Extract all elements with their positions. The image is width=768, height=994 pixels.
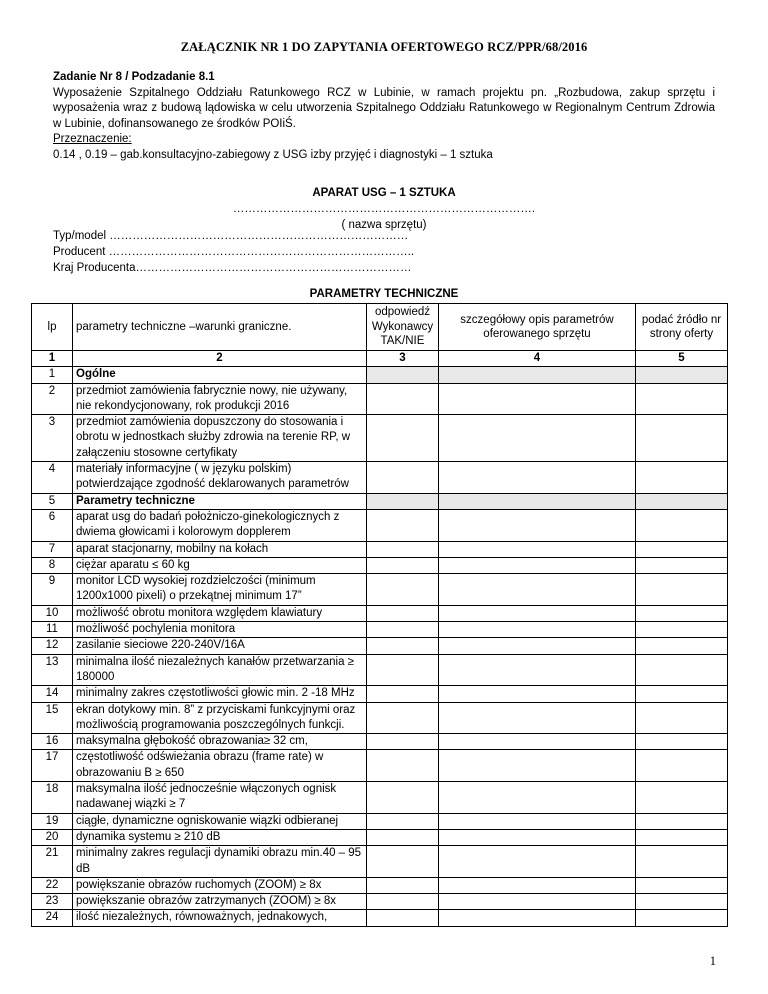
description-cell[interactable] xyxy=(439,509,636,541)
row-number: 2 xyxy=(32,383,73,415)
header-lp: lp xyxy=(32,304,73,351)
source-cell[interactable] xyxy=(636,383,728,415)
parameter-text: możliwość pochylenia monitora xyxy=(73,622,367,638)
row-number: 22 xyxy=(32,877,73,893)
source-cell[interactable] xyxy=(636,894,728,910)
source-cell[interactable] xyxy=(636,654,728,686)
description-cell[interactable] xyxy=(439,462,636,494)
row-number: 7 xyxy=(32,541,73,557)
type-model-field: Typ/model …………………………………………………………………… xyxy=(53,230,409,242)
description-cell[interactable] xyxy=(439,638,636,654)
description-cell xyxy=(439,367,636,383)
parameter-text: przedmiot zamówienia dopuszczony do stosowania i obrotu w jednostkach służby zdrowia na terenie RP, w załączeniu stosowne certyfikaty xyxy=(73,415,367,462)
parameter-text: minimalny zakres częstotliwości głowic min. 2 -18 MHz xyxy=(73,686,367,702)
description-cell[interactable] xyxy=(439,654,636,686)
source-cell[interactable] xyxy=(636,415,728,462)
row-number: 15 xyxy=(32,702,73,734)
source-cell[interactable] xyxy=(636,734,728,750)
table-row xyxy=(32,734,728,750)
table-row xyxy=(32,605,728,621)
task-label: Zadanie Nr 8 / Podzadanie 8.1 xyxy=(53,71,215,83)
description-cell[interactable] xyxy=(439,541,636,557)
table-header-row xyxy=(32,304,728,351)
description-cell[interactable] xyxy=(439,686,636,702)
table-row xyxy=(32,509,728,541)
parameter-text: minimalny zakres regulacji dynamiki obrazu min.40 – 95 dB xyxy=(73,846,367,878)
device-fields xyxy=(53,228,414,276)
task-description: Wyposażenie Szpitalnego Oddziału Ratunkowego RCZ w Lubinie, w ramach projektu pn. „Rozbudowa, zakup sprzętu i wyposażenia wraz z budową lądowiska w celu utworzenia Szpitalnego Oddziału Ratunkowego w Regionalnym Centrum Zdrowia w Lubinie, dofinansowanego ze środków POIiŚ. xyxy=(53,86,715,130)
parameter-text: monitor LCD wysokiej rozdzielczości (minimum 1200x1000 pixeli) o przekątnej minimum 17” xyxy=(73,574,367,606)
row-number: 1 xyxy=(32,367,73,383)
source-cell[interactable] xyxy=(636,877,728,893)
answer-cell[interactable] xyxy=(367,813,439,829)
header-answer: odpowiedź Wykonawcy TAK/NIE xyxy=(367,304,439,351)
source-cell[interactable] xyxy=(636,557,728,573)
answer-cell[interactable] xyxy=(367,734,439,750)
description-cell[interactable] xyxy=(439,750,636,782)
table-row xyxy=(32,910,728,926)
table-row xyxy=(32,813,728,829)
answer-cell[interactable] xyxy=(367,462,439,494)
answer-cell[interactable] xyxy=(367,782,439,814)
device-name-hint: ( nazwa sprzętu) xyxy=(341,219,427,231)
purpose-label: Przeznaczenie: xyxy=(53,133,132,145)
table-row xyxy=(32,686,728,702)
row-number: 17 xyxy=(32,750,73,782)
parameters-table xyxy=(31,303,728,927)
header-source: podać źródło nr strony oferty xyxy=(636,304,728,351)
source-cell[interactable] xyxy=(636,462,728,494)
params-title: PARAMETRY TECHNICZNE xyxy=(309,288,459,300)
row-number: 6 xyxy=(32,509,73,541)
device-title: APARAT USG – 1 SZTUKA xyxy=(312,187,456,199)
table-row xyxy=(32,846,728,878)
parameter-text: maksymalna ilość jednocześnie włączonych ognisk nadawanej wiązki ≥ 7 xyxy=(73,782,367,814)
description-cell[interactable] xyxy=(439,894,636,910)
row-number: 12 xyxy=(32,638,73,654)
table-row xyxy=(32,894,728,910)
answer-cell[interactable] xyxy=(367,509,439,541)
producer-field: Producent …………………………………………………………………….. xyxy=(53,246,415,258)
table-row xyxy=(32,622,728,638)
answer-cell xyxy=(367,493,439,509)
parameter-text: dynamika systemu ≥ 210 dB xyxy=(73,829,367,845)
table-row xyxy=(32,557,728,573)
parameter-text: powiększanie obrazów zatrzymanych (ZOOM) ≥ 8x xyxy=(73,894,367,910)
answer-cell[interactable] xyxy=(367,702,439,734)
table-row xyxy=(32,782,728,814)
header-description: szczegółowy opis parametrów oferowanego sprzętu xyxy=(439,304,636,351)
row-number: 14 xyxy=(32,686,73,702)
table-row xyxy=(32,367,728,383)
table-row xyxy=(32,462,728,494)
header-params: parametry techniczne –warunki graniczne. xyxy=(73,304,367,351)
source-cell[interactable] xyxy=(636,829,728,845)
answer-cell[interactable] xyxy=(367,910,439,926)
description-cell[interactable] xyxy=(439,846,636,878)
parameter-text: materiały informacyjne ( w języku polskim) potwierdzające zgodność deklarowanych parametrów xyxy=(73,462,367,494)
source-cell[interactable] xyxy=(636,910,728,926)
parameter-text: ciągłe, dynamiczne ogniskowanie wiązki odbieranej xyxy=(73,813,367,829)
table-row xyxy=(32,750,728,782)
table-row xyxy=(32,877,728,893)
source-cell[interactable] xyxy=(636,846,728,878)
answer-cell[interactable] xyxy=(367,415,439,462)
answer-cell[interactable] xyxy=(367,605,439,621)
row-number: 13 xyxy=(32,654,73,686)
row-number: 19 xyxy=(32,813,73,829)
device-name-line: ……………………………………………………………………. xyxy=(232,203,536,215)
page-number: 1 xyxy=(709,954,716,968)
parameter-text: powiększanie obrazów ruchomych (ZOOM) ≥ 8x xyxy=(73,877,367,893)
parameter-text: częstotliwość odświeżania obrazu (frame rate) w obrazowaniu B ≥ 650 xyxy=(73,750,367,782)
purpose-text: 0.14 , 0.19 – gab.konsultacyjno-zabiegowy z USG izby przyjęć i diagnostyki – 1 sztuka xyxy=(53,148,493,161)
parameter-text: minimalna ilość niezależnych kanałów przetwarzania ≥ 180000 xyxy=(73,654,367,686)
document-title: ZAŁĄCZNIK NR 1 DO ZAPYTANIA OFERTOWEGO RCZ/PPR/68/2016 xyxy=(180,40,588,54)
row-number: 4 xyxy=(32,462,73,494)
answer-cell[interactable] xyxy=(367,541,439,557)
column-number: 2 xyxy=(73,351,367,367)
table-row xyxy=(32,383,728,415)
description-cell[interactable] xyxy=(439,782,636,814)
source-cell[interactable] xyxy=(636,509,728,541)
device-block xyxy=(0,185,768,233)
description-cell[interactable] xyxy=(439,877,636,893)
row-number: 10 xyxy=(32,605,73,621)
answer-cell[interactable] xyxy=(367,846,439,878)
answer-cell[interactable] xyxy=(367,383,439,415)
answer-cell[interactable] xyxy=(367,877,439,893)
row-number: 3 xyxy=(32,415,73,462)
source-cell[interactable] xyxy=(636,605,728,621)
table-row xyxy=(32,654,728,686)
source-cell[interactable] xyxy=(636,750,728,782)
answer-cell[interactable] xyxy=(367,574,439,606)
description-cell[interactable] xyxy=(439,557,636,573)
source-cell[interactable] xyxy=(636,813,728,829)
parameter-text: Ogólne xyxy=(73,367,367,383)
description-cell[interactable] xyxy=(439,574,636,606)
row-number: 21 xyxy=(32,846,73,878)
row-number: 5 xyxy=(32,493,73,509)
table-row xyxy=(32,541,728,557)
description-cell[interactable] xyxy=(439,829,636,845)
description-cell xyxy=(439,493,636,509)
table-row xyxy=(32,493,728,509)
parameter-text: aparat stacjonarny, mobilny na kołach xyxy=(73,541,367,557)
row-number: 24 xyxy=(32,910,73,926)
column-number: 5 xyxy=(636,351,728,367)
table-row xyxy=(32,415,728,462)
column-number: 4 xyxy=(439,351,636,367)
source-cell[interactable] xyxy=(636,622,728,638)
description-cell[interactable] xyxy=(439,622,636,638)
source-cell xyxy=(636,493,728,509)
source-cell[interactable] xyxy=(636,702,728,734)
source-cell[interactable] xyxy=(636,638,728,654)
row-number: 9 xyxy=(32,574,73,606)
parameter-text: przedmiot zamówienia fabrycznie nowy, nie używany, nie rekondycjonowany, rok produkcji 2016 xyxy=(73,383,367,415)
description-cell[interactable] xyxy=(439,702,636,734)
table-row xyxy=(32,702,728,734)
row-number: 18 xyxy=(32,782,73,814)
answer-cell xyxy=(367,367,439,383)
description-cell[interactable] xyxy=(439,605,636,621)
column-number: 3 xyxy=(367,351,439,367)
parameter-text: maksymalna głębokość obrazowania≥ 32 cm, xyxy=(73,734,367,750)
source-cell[interactable] xyxy=(636,782,728,814)
source-cell xyxy=(636,367,728,383)
description-cell[interactable] xyxy=(439,383,636,415)
answer-cell[interactable] xyxy=(367,686,439,702)
description-cell[interactable] xyxy=(439,734,636,750)
row-number: 16 xyxy=(32,734,73,750)
answer-cell[interactable] xyxy=(367,750,439,782)
intro-block xyxy=(53,70,715,163)
source-cell[interactable] xyxy=(636,541,728,557)
table-row xyxy=(32,638,728,654)
parameter-text: możliwość obrotu monitora względem klawiatury xyxy=(73,605,367,621)
source-cell[interactable] xyxy=(636,686,728,702)
parameter-text: ciężar aparatu ≤ 60 kg xyxy=(73,557,367,573)
column-number: 1 xyxy=(32,351,73,367)
table-row xyxy=(32,829,728,845)
answer-cell[interactable] xyxy=(367,622,439,638)
description-cell[interactable] xyxy=(439,813,636,829)
answer-cell[interactable] xyxy=(367,654,439,686)
parameter-text: Parametry techniczne xyxy=(73,493,367,509)
country-field: Kraj Producenta……………………………………………………………… xyxy=(53,262,412,274)
table-row xyxy=(32,574,728,606)
parameter-text: ekran dotykowy min. 8” z przyciskami funkcyjnymi oraz możliwością programowania poszczególnych funkcji. xyxy=(73,702,367,734)
description-cell[interactable] xyxy=(439,415,636,462)
parameter-text: ilość niezależnych, równoważnych, jednakowych, xyxy=(73,910,367,926)
answer-cell[interactable] xyxy=(367,557,439,573)
column-number-row xyxy=(32,351,728,367)
answer-cell[interactable] xyxy=(367,638,439,654)
parameter-text: zasilanie sieciowe 220-240V/16A xyxy=(73,638,367,654)
row-number: 11 xyxy=(32,622,73,638)
row-number: 23 xyxy=(32,894,73,910)
description-cell[interactable] xyxy=(439,910,636,926)
answer-cell[interactable] xyxy=(367,894,439,910)
source-cell[interactable] xyxy=(636,574,728,606)
row-number: 20 xyxy=(32,829,73,845)
row-number: 8 xyxy=(32,557,73,573)
parameter-text: aparat usg do badań położniczo-ginekologicznych z dwiema głowicami i kolorowym dopplerem xyxy=(73,509,367,541)
answer-cell[interactable] xyxy=(367,829,439,845)
